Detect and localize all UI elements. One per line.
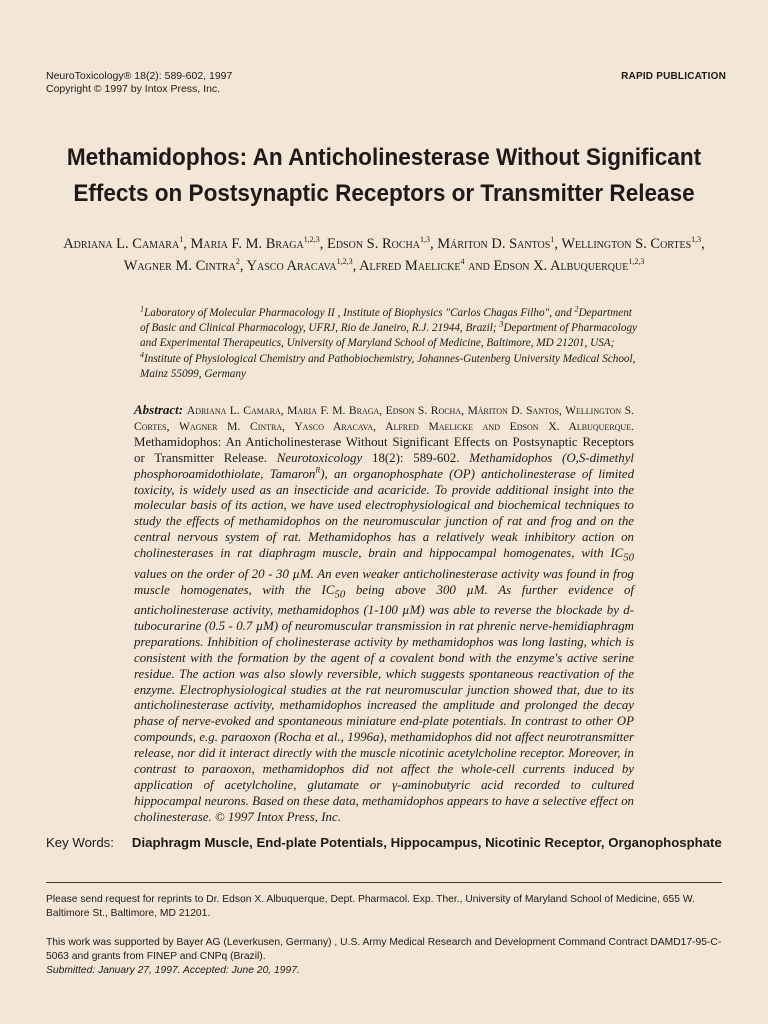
author-conjunction: and [468, 258, 490, 274]
author-affil-mark: 1,3 [691, 235, 702, 245]
key-words-label: Key Words: [46, 835, 114, 850]
author-name: Edson X. Albuquerque [493, 258, 629, 274]
key-words-list: Diaphragm Muscle, End-plate Potentials, Hippocampus, Nicotinic Receptor, Organophosphate [131, 835, 722, 850]
author-name: Yasco Aracava [246, 258, 337, 274]
affil-number: 3 [499, 319, 504, 329]
abstract-body-part-4: being above 300 µM. As further evidence of anticholinesterase activity, methamidophos (1-100 µM) was able to reverse the blockade by d-tubocurarine (0.5 - 0.7 µM) of neuromuscular transmission in rat phrenic nerve-hemidiaphragm preparations. Inhibition of cholinesterase activity by methamidophos was long lasting, which is consistent with the formation by the agent of a covalent bond with the enzyme's active serine residue. The action was also slowly reversible, which suggests spontaneous reactivation of the enzyme. Electrophysiological studies at the rat neuromuscular junction showed that, due to its anticholinesterase activity, methamidophos increased the amplitude and prolonged the decay phase of nerve-evoked and spontaneous miniature end-plate potentials. In contrast to other OP compounds, e.g. paraoxon (Rocha et al., 1996a), methamidophos did not affect neurotransmitter release, nor did it interact directly with the muscle nicotinic acetylcholine receptor. Moreover, in contrast to paraoxon, methamidophos did not affect the whole-cell currents induced by application of acetylcholine, glutamate or γ-aminobutyric acid recorded to cultured hippocampal neurons. Based on these data, methamidophos appears to have a selective effect on cholinesterase. © 1997 Intox Press, Inc. [134, 582, 634, 824]
author-name: Alfred Maelicke [359, 258, 461, 274]
abstract-label: Abstract: [134, 402, 184, 417]
funding-note: This work was supported by Bayer AG (Leverkusen, Germany) , U.S. Army Medical Research and Development Command Contract DAMD17-95-C-5063 and grants from FINEP and CNPq (Brazil). [46, 937, 722, 962]
abstract [134, 402, 634, 826]
author-affil-mark: 1,2,3 [628, 257, 645, 267]
journal-line: NeuroToxicology® 18(2): 589-602, 1997 [46, 70, 233, 82]
author-name: Adriana L. Camara [63, 236, 180, 252]
abstract-author-list: Adriana L. Camara, Maria F. M. Braga, Edson S. Rocha, Máriton D. Santos, Wellington S. Cortes, Wagner M. Cintra, Yasco Aracava, Alfred Maelicke and Edson X. Albuquerque. [134, 404, 634, 433]
abstract-citation: 18(2): 589-602. [362, 450, 470, 465]
author-name: Wellington S. Cortes [561, 236, 692, 252]
author-affil-mark: 1,3 [420, 235, 430, 245]
author-affil-mark: 1 [550, 235, 555, 245]
affil-text: Department of Pharmacology and Experimental Therapeutics, University of Maryland School of Medicine, Baltimore, MD 21201, USA; [140, 322, 638, 350]
title-line-1: Methamidophos: An Anticholinesterase Without Significant [66, 144, 702, 171]
author-affil-mark: 1,2,3 [336, 257, 353, 267]
affil-number: 1 [140, 304, 144, 314]
author-name: Maria F. M. Braga [190, 236, 304, 252]
author-affil-mark: 1,2,3 [303, 235, 320, 245]
reprint-request-note: Please send request for reprints to Dr. Edson X. Albuquerque, Dept. Pharmacol. Exp. Ther., University of Maryland School of Medicine, 655 W. Baltimore St., Baltimore, MD 21201. [46, 894, 695, 919]
abstract-body-part-1: Methamidophos (O,S-dimethyl phosphoroamidothiolate, Tamaron [134, 450, 634, 481]
abstract-journal-name: Neurotoxicology [276, 450, 363, 465]
abstract-body-part-2: ), an organophosphate (OP) anticholinesterase of limited toxicity, is widely used as an insecticide and acaricide. To provide additional insight into the molecular basis of its action, we have used electrophysiological and biochemical techniques to study the effects of methamidophos on the neuromuscular junction of rat and frog and on the central nervous system of rat. Methamidophos has a relatively weak inhibitory action on cholinesterases in rat diaphragm muscle, brain and hippocampal homogenates, with IC [134, 466, 635, 561]
rapid-publication-label: RAPID PUBLICATION [621, 71, 726, 82]
affil-text: Institute of Physiological Chemistry and Pathobiochemistry, Johannes-Gutenberg University Medical School, Mainz 55099, Germany [140, 352, 636, 380]
affil-number: 4 [140, 349, 144, 359]
affil-number: 2 [574, 304, 579, 314]
key-words [46, 835, 736, 850]
title-line-2: Effects on Postsynaptic Receptors or Transmitter Release [73, 180, 695, 207]
author-affil-mark: 4 [460, 257, 465, 267]
footnote-divider [46, 882, 722, 883]
author-list: Adriana L. Camara$^1$, Maria F. M. Braga$^{1,2,3}$, Edson S. Rocha$^{1,3}$, Máriton D. Santos$^1$, Wellington S. Cortes$^{1,3}$, Wagner M. Cintra$^2$, Yasco Aracava$^{1,2,3}$, Alfred Maelicke$^4$ and Edson X. Albuquerque$^{1,2,3}$ [63, 235, 705, 274]
ic50-subscript: 50 [334, 588, 346, 601]
affiliations [140, 306, 640, 382]
copyright-line: Copyright © 1997 by Intox Press, Inc. [46, 83, 221, 95]
author-affil-mark: 1 [179, 235, 184, 245]
author-affil-mark: 2 [235, 257, 240, 267]
ic50-subscript: 50 [623, 551, 634, 564]
author-name: Edson S. Rocha [326, 236, 420, 252]
affil-text: Department of Basic and Clinical Pharmacology, UFRJ, Rio de Janeiro, R.J. 21944, Brazil; [140, 307, 632, 335]
author-name: Wagner M. Cintra [123, 258, 236, 274]
abstract-title-reference: Methamidophos: An Anticholinesterase Without Significant Effects on Postsynaptic Receptors or Transmitter Release. [134, 434, 634, 465]
registered-mark: R [315, 465, 321, 475]
author-name: Máriton D. Santos [437, 236, 551, 252]
submission-dates: Submitted: January 27, 1997. Accepted: June 20, 1997. [46, 965, 300, 976]
journal-citation-header [46, 70, 232, 96]
affil-text: Laboratory of Molecular Pharmacology II , Institute of Biophysics "Carlos Chagas Filho", and [144, 307, 575, 319]
article-title [49, 140, 719, 212]
abstract-body-part-3: values on the order of 20 - 30 µM. An even weaker anticholinesterase activity was found in frog muscle homogenates, with the IC [134, 566, 634, 597]
